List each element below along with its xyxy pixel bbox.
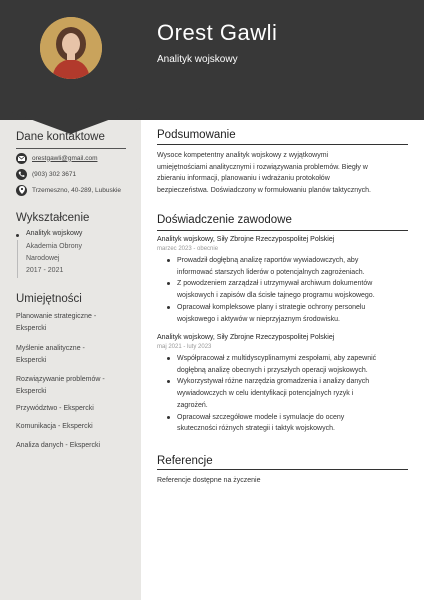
experience-divider: [157, 230, 408, 231]
school-name-line2: Narodowej: [26, 255, 60, 262]
address-text: Trzemeszno, 40-289, Lubuskie: [32, 186, 122, 194]
summary-heading: Podsumowanie: [157, 129, 236, 141]
school-name-line1: Akademia Obrony: [26, 243, 83, 250]
bullet-item: Wykorzystywał różne narzędzia gromadzenia i analizy danych wywiadowczych w celu identyfikacji potencjalnych ryzyk i zagrożeń.: [177, 376, 424, 411]
timeline-dot: [16, 234, 19, 237]
skill-item: [16, 421, 93, 433]
job-title: Analityk wojskowy, Siły Zbrojne Rzeczypospolitej Polskiej: [157, 334, 335, 341]
mail-icon: [16, 153, 27, 164]
skill-item: [16, 311, 96, 335]
bullet-item: Opracował kompleksowe plany i strategie ochrony personelu wojskowego i aktywów w nieprzyjaznym środowisku.: [177, 302, 424, 325]
skill-line1: Analiza danych - Ekspercki: [16, 442, 101, 449]
contact-divider: [16, 148, 126, 149]
skill-line1: Rozwiązywanie problemów -: [16, 376, 105, 383]
summary-divider: [157, 144, 408, 145]
person-name: Orest Gawli: [157, 20, 278, 45]
references-text: Referencje dostępne na życzenie: [157, 477, 261, 484]
phone-icon: [16, 169, 27, 180]
experience-heading: Doświadczenie zawodowe: [157, 214, 292, 226]
bullet-item: Opracował szczegółowe modele i symulacje do oceny skuteczności różnych strategii i taktyk wojskowych.: [177, 412, 424, 435]
skill-line2: Ekspercki: [16, 357, 47, 364]
education-heading: Wykształcenie: [16, 212, 90, 224]
contact-phone: [16, 167, 76, 181]
skill-item: [16, 403, 94, 415]
skill-line2: Ekspercki: [16, 325, 47, 332]
skill-line2: Ekspercki: [16, 388, 47, 395]
skill-line1: Myślenie analityczne -: [16, 345, 85, 352]
degree-name: Analityk wojskowy: [26, 230, 83, 237]
education-years: 2017 - 2021: [26, 267, 64, 274]
contact-heading: Dane kontaktowe: [16, 131, 105, 143]
summary-line: zbieraniu informacji, planowaniu i wdrażaniu protokołów: [157, 175, 330, 183]
summary-line: Wysoce kompetentny analityk wojskowy z wyjątkowymi: [157, 152, 329, 159]
summary-text: [157, 150, 409, 197]
skill-line1: Przywództwo - Ekspercki: [16, 405, 94, 412]
skill-line1: Planowanie strategiczne -: [16, 313, 97, 320]
bullet-item: Z powodzeniem zarządzał i utrzymywał archiwum dokumentów wojskowych i zapisów dla ścisłe tajnego programu wojskowego.: [177, 278, 424, 301]
job-title: Analityk wojskowy: [157, 54, 238, 65]
summary-line: umiejętnościami analitycznymi i rozwiązywania problemów. Biegły w: [157, 163, 368, 171]
references-divider: [157, 469, 408, 470]
job-title: Analityk wojskowy, Siły Zbrojne Rzeczypospolitej Polskiej: [157, 236, 335, 243]
bullet-item: Współpracował z multidyscyplinarnymi zespołami, aby zapewnić dogłębną analizę obecnych i przyszłych operacji wojskowych.: [177, 353, 424, 376]
skill-line1: Komunikacja - Ekspercki: [16, 423, 93, 430]
avatar: [40, 17, 102, 79]
job-dates: maj 2021 - luty 2023: [157, 344, 212, 350]
location-pin-icon: [16, 185, 27, 196]
job-bullets: [157, 353, 424, 435]
email-link[interactable]: orestgawli@gmail.com: [32, 154, 98, 162]
timeline-line: [17, 240, 18, 278]
job-bullets: [157, 255, 424, 325]
skills-heading: Umiejętności: [16, 293, 82, 305]
skill-item: [16, 374, 105, 398]
header-chevron: [0, 86, 141, 134]
contact-email[interactable]: [16, 151, 97, 165]
bullet-item: Prowadził dogłębną analizę raportów wywiadowczych, aby informować starszych liderów o potencjalnych zagrożeniach.: [177, 255, 424, 278]
summary-line: bezpieczeństwa. Doświadczony w formułowaniu planów taktycznych.: [157, 187, 371, 195]
references-heading: Referencje: [157, 455, 213, 467]
skill-item: [16, 343, 85, 367]
phone-text: (903) 302 3671: [32, 170, 77, 178]
skill-item: [16, 440, 100, 452]
job-dates: marzec 2023 - obecnie: [157, 246, 219, 252]
contact-address: [16, 183, 121, 197]
